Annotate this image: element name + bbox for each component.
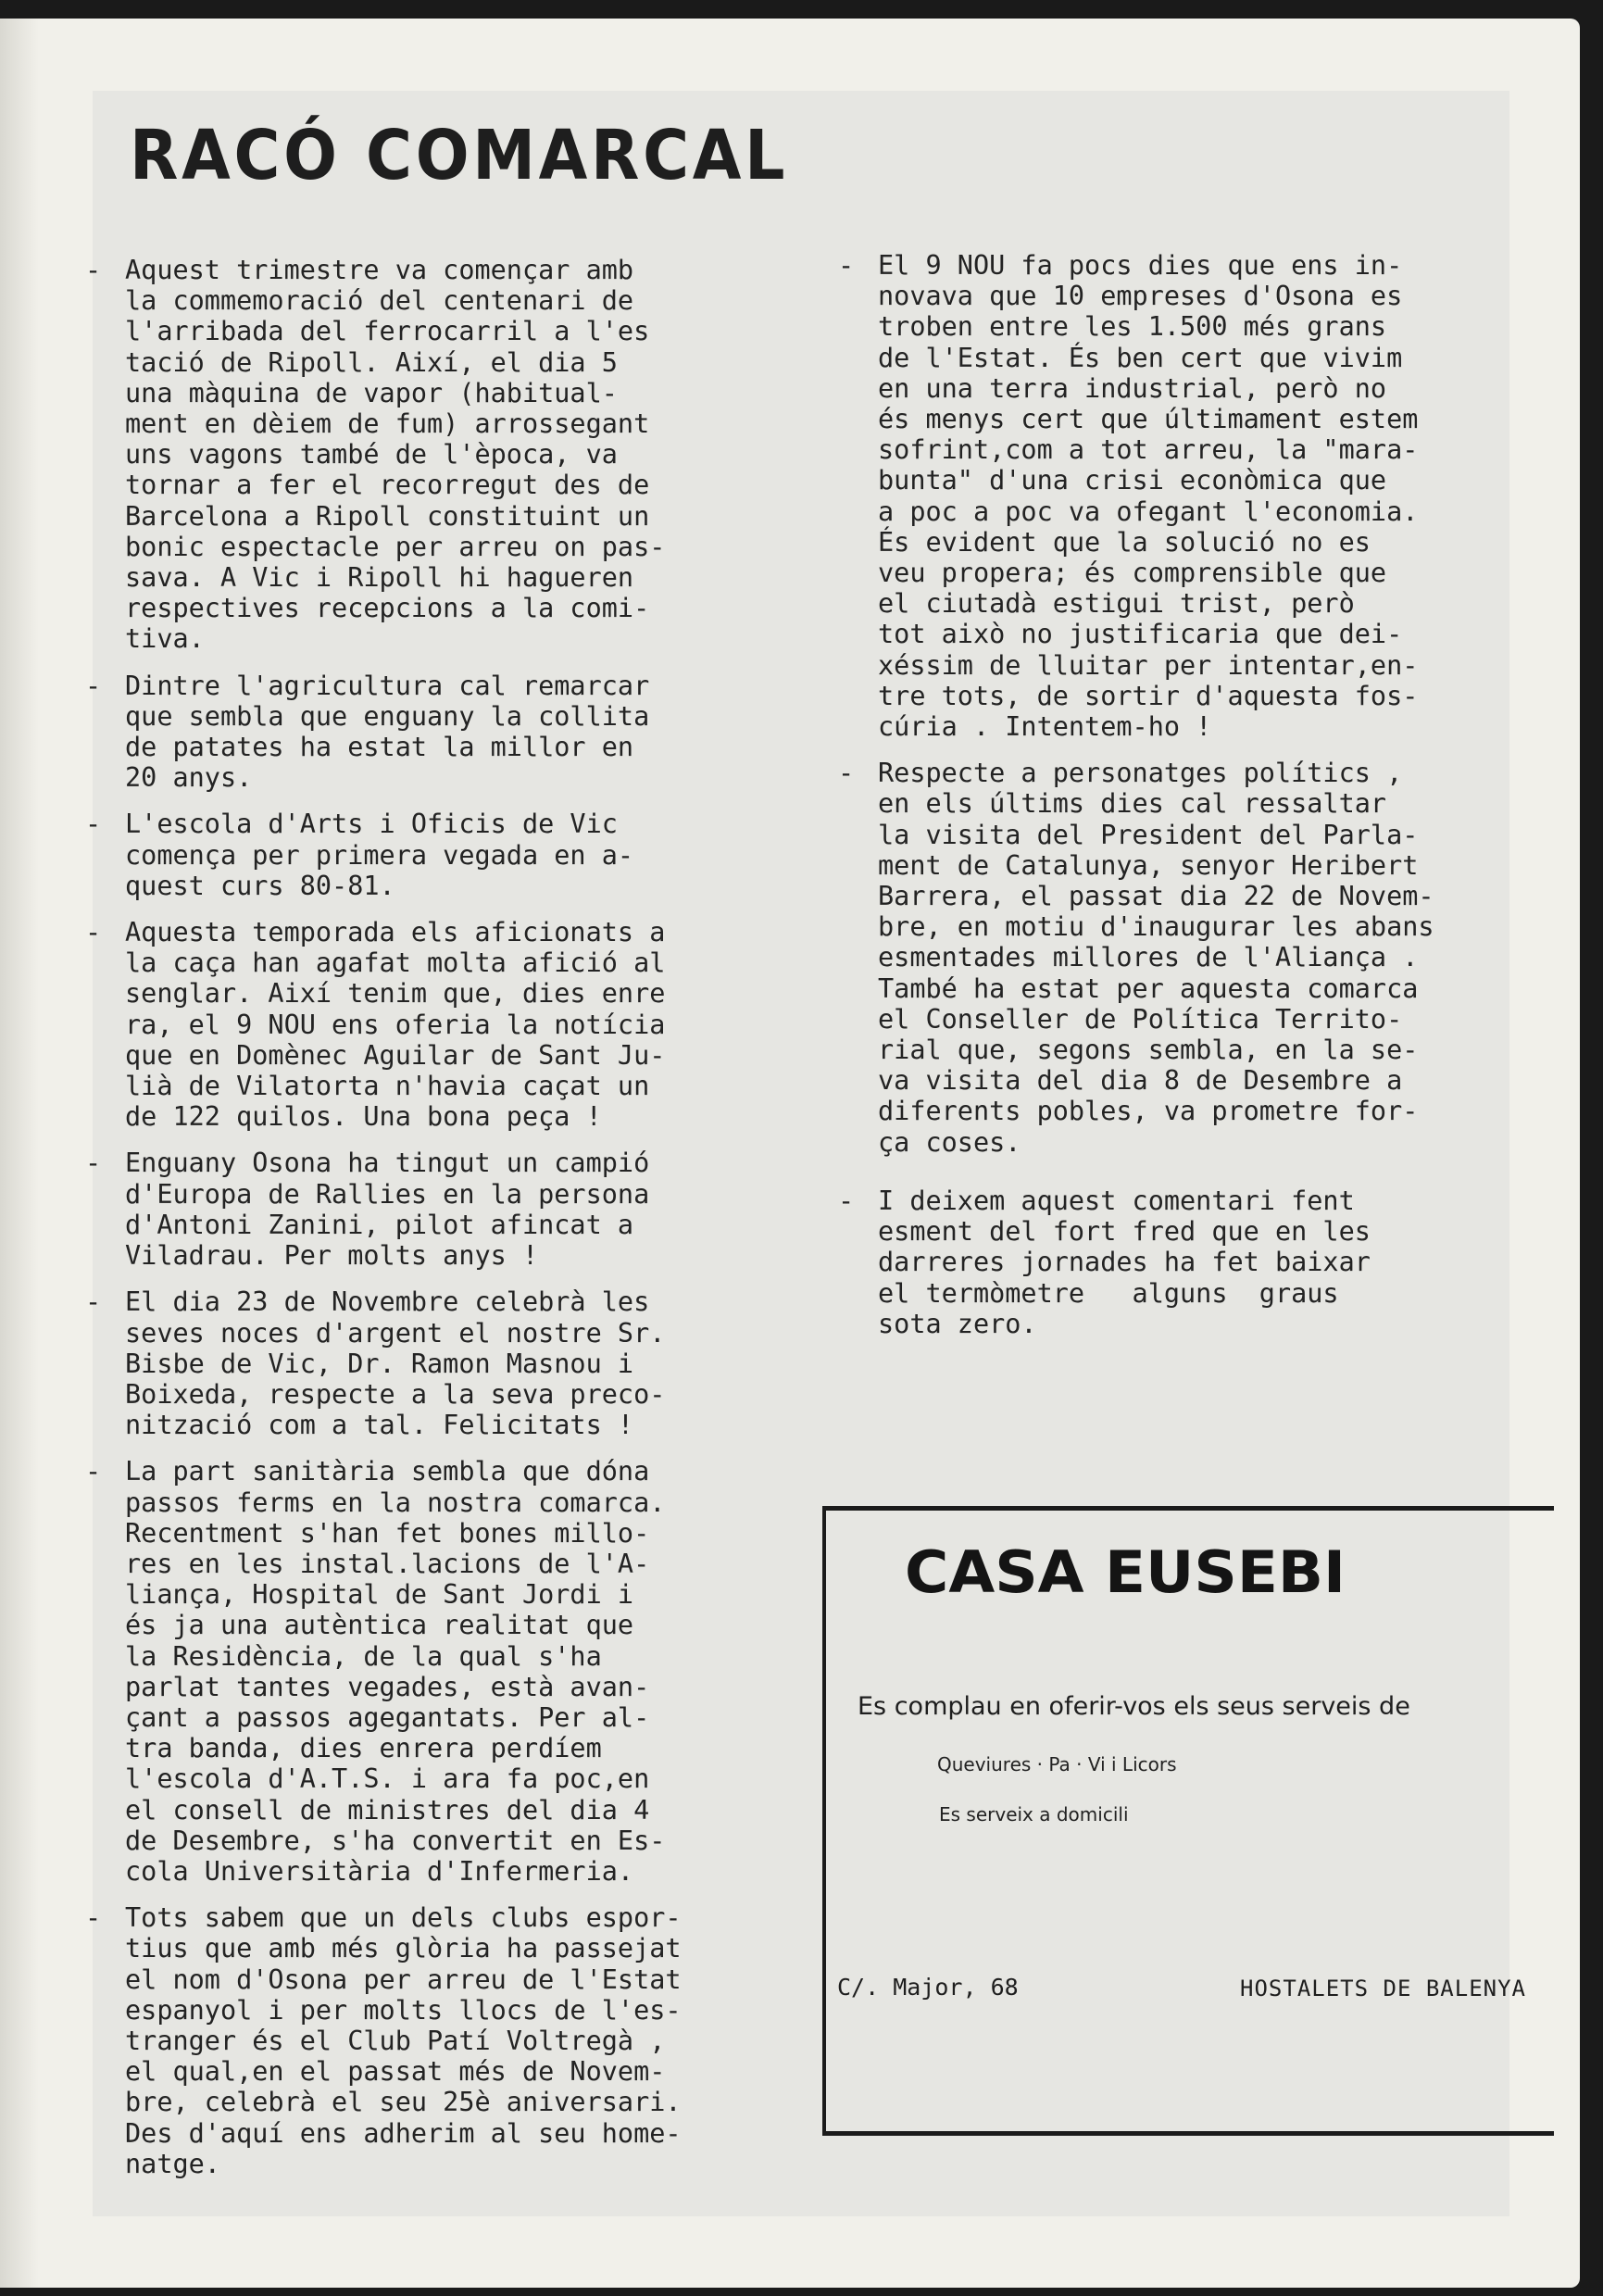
news-item-text: I deixem aquest comentari fent esment del fort fred que en les darreres jornades ha fet baixar el termòmetre alguns graus sota zero.	[878, 1185, 1371, 1339]
left-column	[85, 255, 789, 2195]
bullet-dash: -	[85, 255, 102, 285]
section-title: RACÓ COMARCAL	[130, 116, 789, 195]
news-item-text: El 9 NOU fa pocs dies que ens in- novava que 10 empreses d'Osona es troben entre les 1.500 més grans de l'Estat. És ben cert que vivim en una terra industrial, però no és menys cert que últimament estem sofrint,com a tot arreu, la "mara- bunta" d'una crisi econòmica que a poc a poc va ofegant l'economia. És evident que la solució no es veu propera; és comprensible que el ciutadà estigui trist, però tot això no justificaria que dei- xéssim de lluitar per intentar,en- tre tots, de sortir d'aquesta fos- cúria . Intentem-ho !	[878, 250, 1419, 743]
advertisement-box	[822, 1506, 1554, 2136]
bullet-dash: -	[85, 809, 102, 840]
ad-town: HOSTALETS DE BALENYA	[1240, 1976, 1526, 2001]
news-item	[85, 917, 789, 1132]
ad-tagline: Es complau en oferir-vos els seus serveis de	[858, 1692, 1410, 1721]
news-item-text: Enguany Osona ha tingut un campió d'Europa de Rallies en la persona d'Antoni Zanini, pilot afincat a Viladrau. Per molts anys !	[125, 1148, 650, 1272]
news-item-text: Tots sabem que un dels clubs espor- tius que amb més glòria ha passejat el nom d'Osona per arreu de l'Estat espanyol i per molts llocs de l'es- tranger és el Club Patí Voltregà , el qual,en el passat més de Novem- bre, celebrà el seu 25è aniversari. Des d'aquí ens adherim al seu home- natge.	[125, 1902, 682, 2179]
bullet-dash: -	[85, 670, 102, 701]
news-item-text: Aquest trimestre va començar amb la commemoració del centenari de l'arribada del ferrocarril a l'es tació de Ripoll. Així, el dia 5 una màquina de vapor (habitual- ment en dèiem de fum) arrossegant uns vagons també de l'època, va tornar a fer el recorregut des de Barcelona a Ripoll constituint un bonic espectacle per arreu on pas- sava. A Vic i Ripoll hi hagueren respectives recepcions a la comi- tiva.	[125, 255, 666, 655]
bullet-dash: -	[838, 758, 855, 789]
news-item-text: Respecte a personatges polítics , en els últims dies cal ressaltar la visita del President del Parla- ment de Catalunya, senyor Heribert Barrera, el passat dia 22 de Novem- bre, en motiu d'inaugurar les abans esmentades millores de l'Aliança . També ha estat per aquesta comarca el Conseller de Política Territo- rial que, segons sembla, en la se- va visita del dia 8 de Desembre a diferents pobles, va prometre for- ça coses.	[878, 758, 1434, 1158]
bullet-dash: -	[85, 1148, 102, 1179]
news-item	[85, 809, 789, 901]
bullet-dash: -	[85, 917, 102, 948]
ad-delivery-note: Es serveix a domicili	[939, 1803, 1129, 1826]
magazine-page	[0, 19, 1580, 2288]
news-item	[85, 255, 789, 655]
ad-address: C/. Major, 68	[837, 1974, 1019, 2001]
news-item	[85, 671, 789, 794]
page-binding-shadow	[0, 19, 39, 2288]
news-item	[838, 1186, 1523, 1339]
news-item	[85, 1902, 789, 2179]
news-item-text: L'escola d'Arts i Oficis de Vic comença per primera vegada en a- quest curs 80-81.	[125, 809, 634, 901]
bullet-dash: -	[85, 1286, 102, 1318]
bullet-dash: -	[838, 1185, 855, 1216]
news-item	[85, 1456, 789, 1887]
bullet-dash: -	[85, 1456, 102, 1487]
bullet-dash: -	[85, 1902, 102, 1934]
news-item-text: La part sanitària sembla que dóna passos ferms en la nostra comarca. Recentment s'han fet bones millo- res en les instal.lacions de l'A- liança, Hospital de Sant Jordi i és ja una autèntica realitat que la Residència, de la qual s'ha parlat tantes vegades, està avan- çant a passos agegantats. Per al- tra banda, dies enrera perdíem l'escola d'A.T.S. i ara fa poc,en el consell de ministres del dia 4 de Desembre, s'ha convertit en Es- cola Universitària d'Infermeria.	[125, 1456, 666, 1887]
news-item	[85, 1286, 789, 1440]
news-item-text: El dia 23 de Novembre celebrà les seves noces d'argent el nostre Sr. Bisbe de Vic, Dr. Ramon Masnou i Boixeda, respecte a la seva preco- nització com a tal. Felicitats !	[125, 1286, 666, 1441]
news-item	[85, 1148, 789, 1271]
bullet-dash: -	[838, 250, 855, 281]
ad-business-name: CASA EUSEBI	[905, 1538, 1346, 1606]
news-item	[838, 758, 1523, 1158]
news-item-text: Dintre l'agricultura cal remarcar que sembla que enguany la collita de patates ha estat la millor en 20 anys.	[125, 670, 650, 794]
right-column	[838, 250, 1523, 1355]
news-item-text: Aquesta temporada els aficionats a la caça han agafat molta afició al senglar. Així tenim que, dies enre ra, el 9 NOU ens oferia la notícia que en Domènec Aguilar de Sant Ju- lià de Vilatorta n'havia caçat un de 122 quilos. Una bona peça !	[125, 917, 666, 1133]
ad-products: Queviures · Pa · Vi i Licors	[937, 1753, 1177, 1775]
news-item	[838, 250, 1523, 742]
